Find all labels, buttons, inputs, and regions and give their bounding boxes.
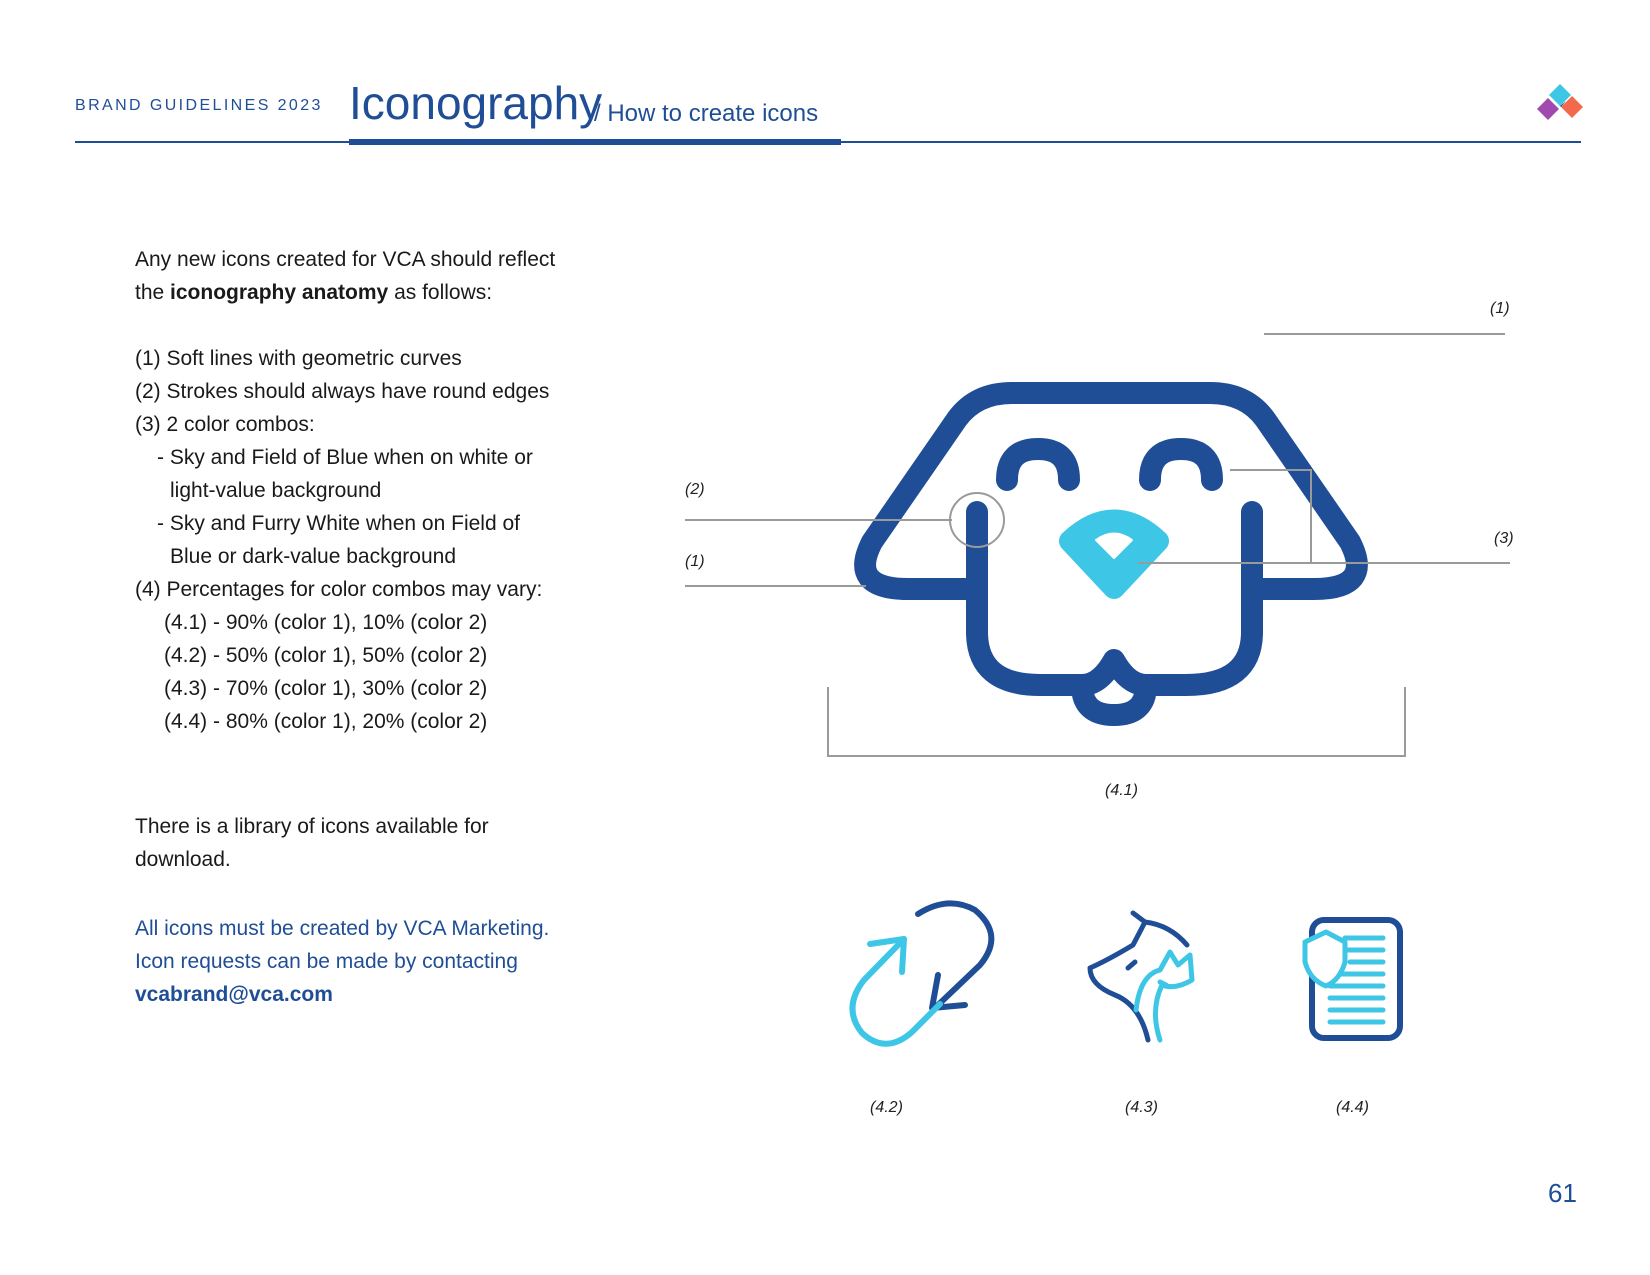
page-number: 61 [1548,1178,1577,1208]
brand-label: BRAND GUIDELINES 2023 [75,97,323,114]
anatomy-item-4-2: (4.2) - 50% (color 1), 50% (color 2) [164,644,488,667]
anatomy-item-4-1: (4.1) - 90% (color 1), 10% (color 2) [164,611,488,634]
label-color-combos: (3) [1494,530,1514,547]
contact-email-link[interactable]: vcabrand@vca.com [135,983,333,1006]
intro-bold: iconography anatomy [170,281,389,304]
anatomy-item-4-4: (4.4) - 80% (color 1), 20% (color 2) [164,710,488,733]
label-icon-4-4: (4.4) [1336,1099,1369,1116]
label-icon-4-1: (4.1) [1105,782,1138,799]
contact-line-1: All icons must be created by VCA Marketing. [135,917,550,940]
intro-line-2-post: as follows: [388,281,493,304]
label-icon-4-3: (4.3) [1125,1099,1158,1116]
anatomy-item-3a-cont: light-value background [170,479,382,502]
anatomy-item-3: (3) 2 color combos: [135,413,315,436]
anatomy-item-3b: - Sky and Furry White when on Field of [157,512,520,535]
anatomy-item-2: (2) Strokes should always have round edges [135,380,550,403]
label-soft-lines-left: (1) [685,553,705,570]
intro-line-1: Any new icons created for VCA should reflect [135,248,556,271]
page-subtitle: / How to create icons [594,100,819,127]
label-icon-4-2: (4.2) [870,1099,903,1116]
dog-face-icon [865,393,1357,715]
contact-line-2: Icon requests can be made by contacting [135,950,518,973]
label-round-edges: (2) [685,481,705,498]
page-title: Iconography [349,77,603,129]
library-line-2: download. [135,848,231,871]
anatomy-item-3a: - Sky and Field of Blue when on white or [157,446,533,469]
exchange-arrows-icon [852,903,991,1043]
anatomy-item-4-3: (4.3) - 70% (color 1), 30% (color 2) [164,677,488,700]
dog-and-cat-icon [1090,913,1192,1040]
document-shield-icon [1305,920,1400,1038]
anatomy-item-4: (4) Percentages for color combos may vary: [135,578,543,601]
intro-line-2-pre: the [135,281,171,304]
label-soft-lines-top: (1) [1490,300,1510,317]
anatomy-item-3b-cont: Blue or dark-value background [170,545,457,568]
anatomy-item-1: (1) Soft lines with geometric curves [135,347,462,370]
library-line-1: There is a library of icons available for [135,815,489,838]
